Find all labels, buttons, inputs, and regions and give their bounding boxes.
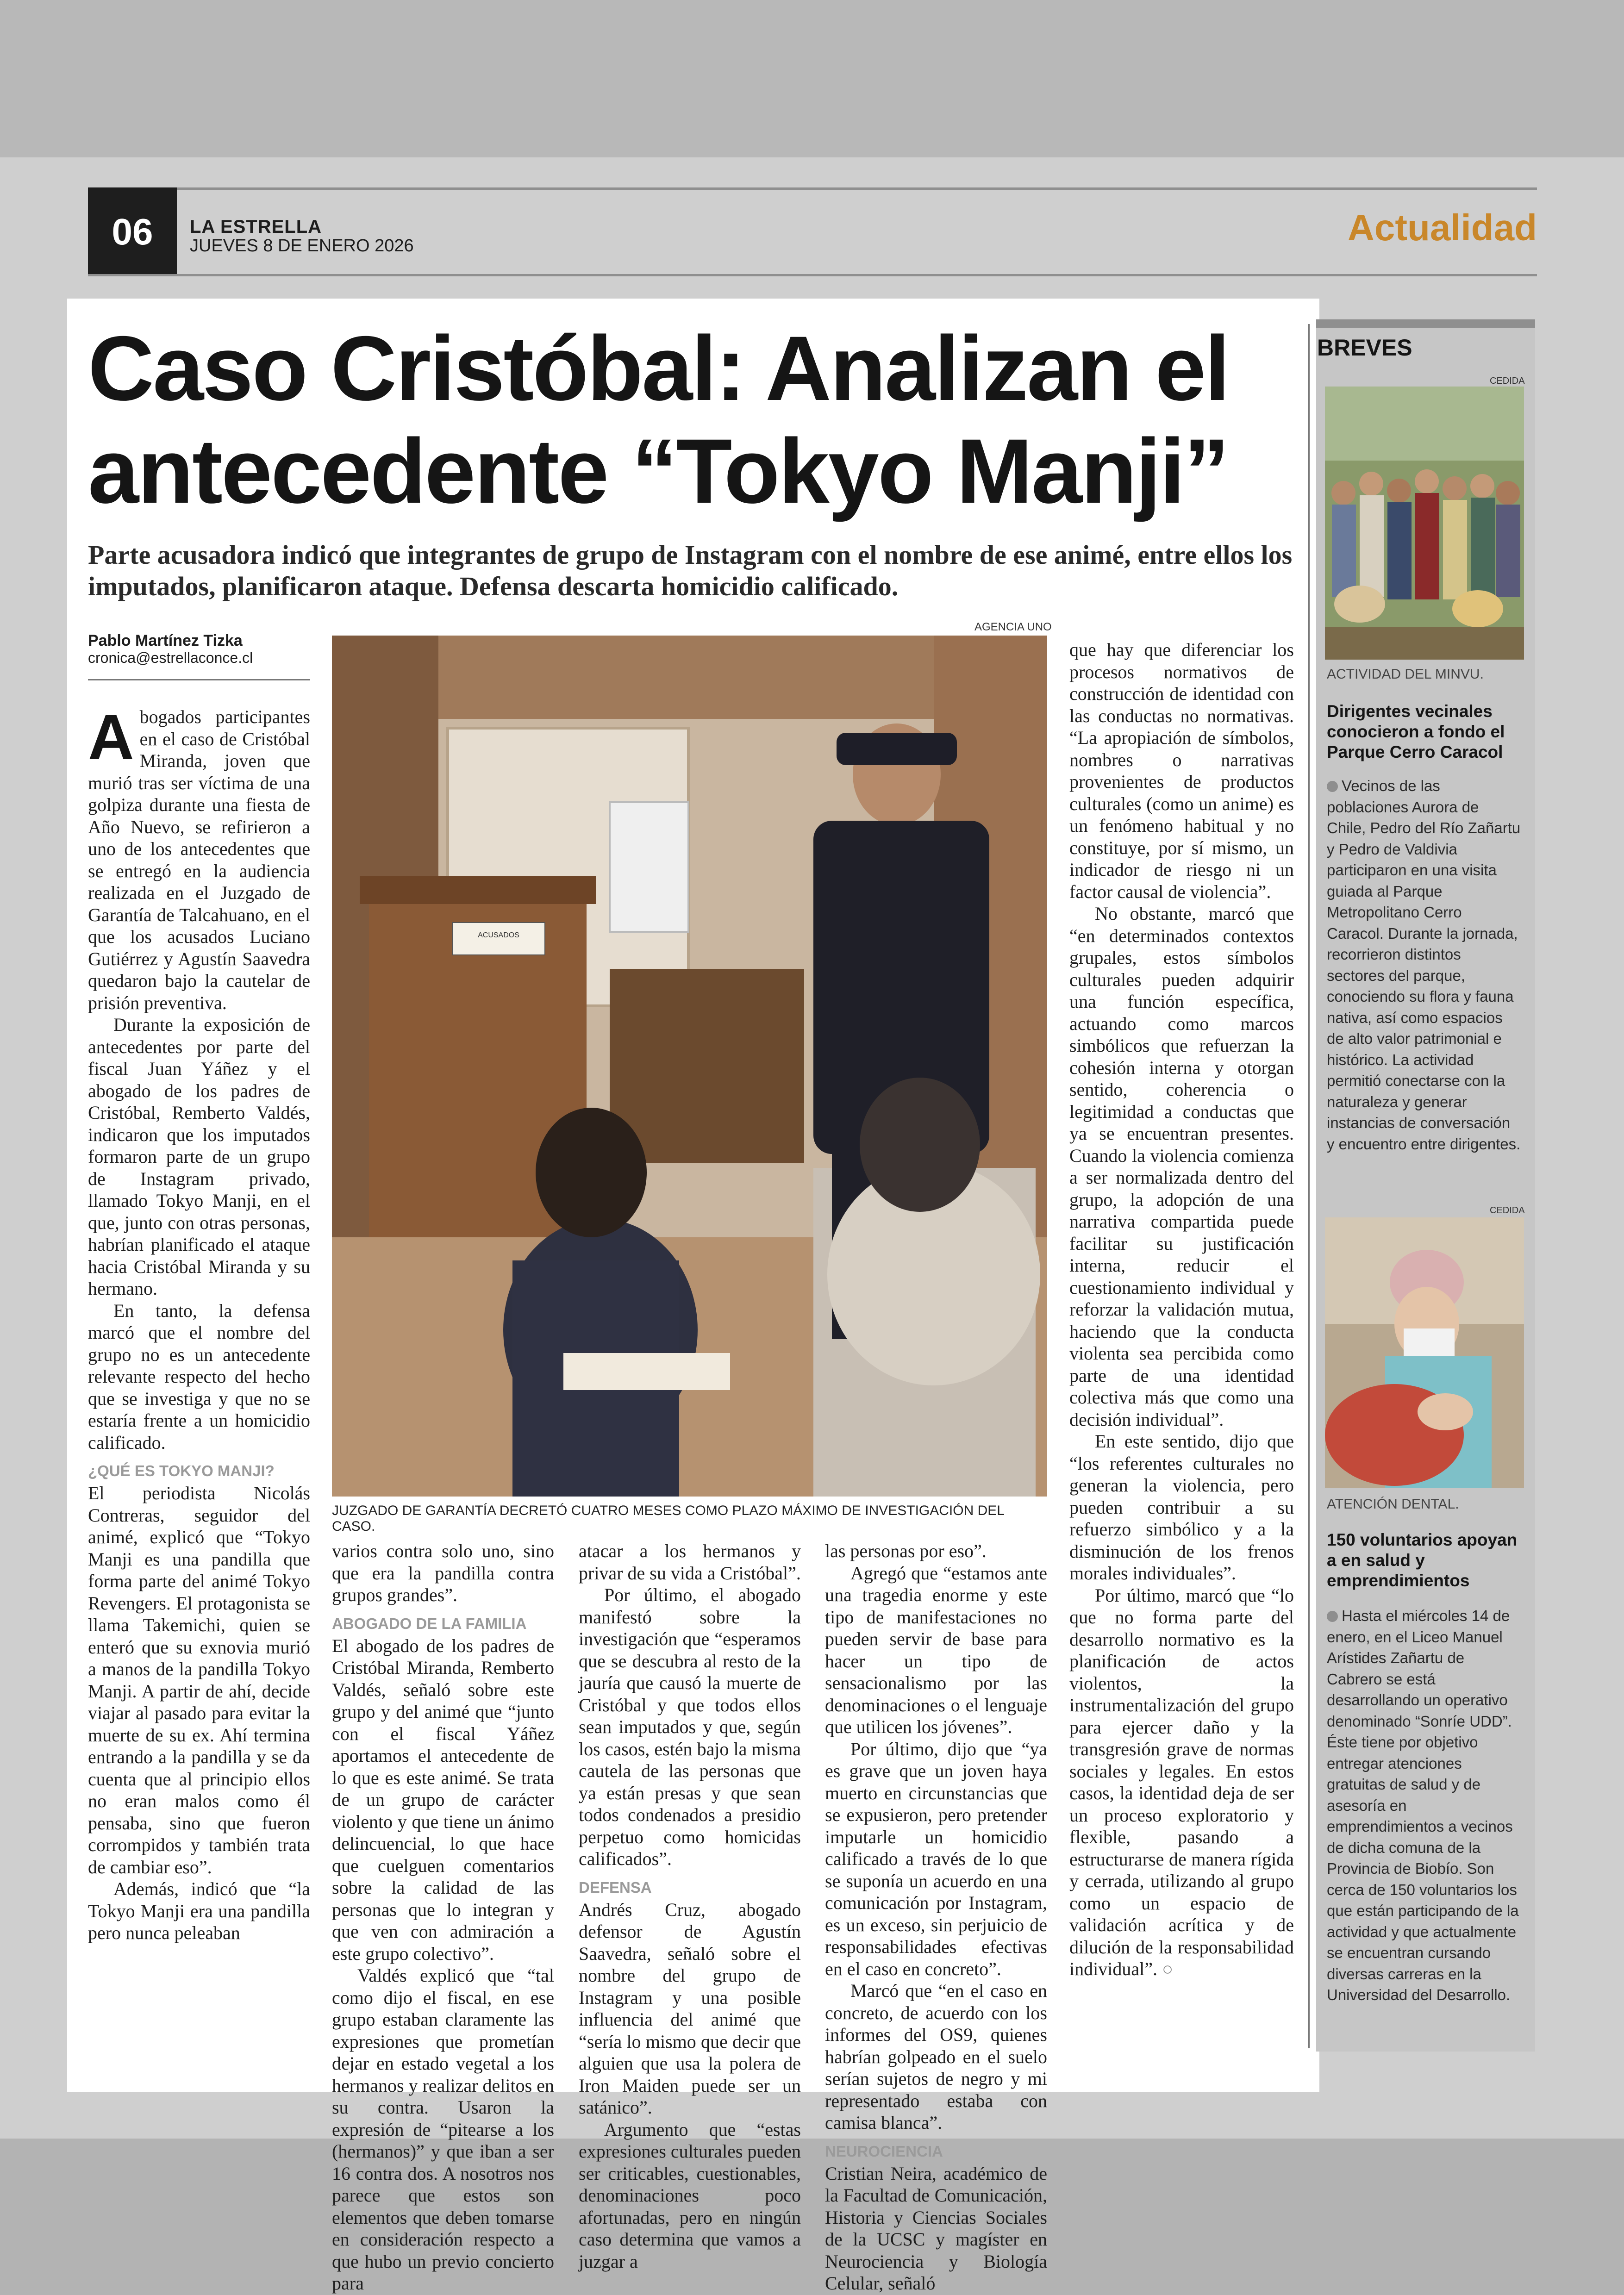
- article-column-1: [88, 702, 310, 1944]
- paragraph: Agregó que “estamos ante una tragedia enorme y este tipo de manifestaciones no pueden servir de base para hacer un tipo de sensacionalismo por las denominaciones o el lenguaje que utilicen los jóvenes”.: [825, 1562, 1047, 1737]
- paragraph: las personas por eso”.: [825, 1540, 987, 1561]
- byline-author: Pablo Martínez Tizka: [88, 632, 243, 649]
- subheading: ¿QUÉ ES TOKYO MANJI?: [88, 1462, 275, 1479]
- paragraph: [88, 702, 310, 1014]
- page-number: 06: [88, 187, 177, 276]
- brief1-body-text: Vecinos de las poblaciones Aurora de Chile, Pedro del Río Zañartu y Pedro de Valdivia participaron en una visita guiada al Parque Metropolitano Cerro Caracol. Durante la jornada, recorrieron distintos sectores del parque, conociendo su flora y fauna nativa, así como espacios de alto valor patrimonial e histórico. La actividad permitió conectarse con la naturaleza y generar instancias de conversación y encuentro entre dirigentes.: [1327, 777, 1521, 1153]
- photo-credit: AGENCIA UNO: [974, 621, 1052, 633]
- briefs-title: BREVES: [1317, 335, 1412, 361]
- paragraph: Andrés Cruz, abogado defensor de Agustín Saavedra, señaló sobre el nombre del grupo de Instagram y una posible influencia del animé que “sería lo mismo que decir que alguien que usa la polera de Iron Maiden puede ser un satánico”.: [579, 1899, 801, 2118]
- paragraph-text: Por último, marcó que “lo que no forma parte del desarrollo normativo es la planificación de actos violentos, la instrumentalización del grupo para ejercer daño y la transgresión grave de normas sociales y legales. En estos casos, la identidad deja de ser un proceso exploratorio y flexible, pasando a estructurarse de manera rígida y cerrada, utilizando al grupo como un espacio de validación acrítica y de dilución de la responsabilidad individual”.: [1069, 1584, 1294, 1979]
- paragraph: varios contra solo uno, sino que era la pandilla contra grupos grandes”.: [332, 1540, 554, 1605]
- brief2-photo: [1325, 1217, 1524, 1488]
- brief2-photo-credit: CEDIDA: [1490, 1205, 1525, 1216]
- group-photo-illustration: [1325, 387, 1524, 660]
- paragraph-text: bogados participantes en el caso de Cristóbal Miranda, joven que murió tras ser víctima de una golpiza durante una fiesta de Año Nuevo, se refirieron a uno de los antecedentes que se entregó en la audiencia realizada en el Juzgado de Garantía de Talcahuano, en el que los acusados Luciano Gutiérrez y Agustín Saavedra quedaron bajo la cautelar de prisión preventiva.: [88, 706, 310, 1013]
- brief2-kicker: ATENCIÓN DENTAL.: [1327, 1497, 1459, 1512]
- article-column-4: [825, 1540, 1047, 2295]
- paragraph: Por último, dijo que “ya es grave que un joven haya muerto en circunstancias que se expusieron, pero pretender imputarle un homicidio calificado a través de lo que se suponía un acuerdo en una comunicación por Instagram, es un exceso, sin perjuicio de responsabilidades efectivas en el caso en concreto”.: [825, 1738, 1047, 1979]
- paragraph: Además, indicó que “la Tokyo Manji era una pandilla pero nunca peleaban: [88, 1878, 310, 1943]
- paragraph: Durante la exposición de antecedentes por parte del fiscal Juan Yáñez y el abogado de los padres de Cristóbal, Remberto Valdés, indicaron que los imputados formaron parte de un grupo de Instagram privado, llamado Tokyo Manji, en el que, junto con otras personas, habrían planificado el ataque hacia Cristóbal Miranda y su hermano.: [88, 1014, 310, 1299]
- paragraph: Cristian Neira, académico de la Facultad de Comunicación, Historia y Ciencias Sociales de la UCSC y magíster en Neurociencia y Biología Celular, señaló: [825, 2163, 1047, 2294]
- briefs-divider: [1308, 324, 1310, 2048]
- paragraph: En este sentido, dijo que “los referentes culturales no generan la violencia, pero pueden contribuir a su refuerzo simbólico y a la disminución de los frenos morales individuales”.: [1069, 1431, 1294, 1584]
- dropcap: A: [88, 702, 134, 773]
- paragraph: [1069, 1584, 1294, 1980]
- brief2-title: 150 voluntarios apoyan a en salud y emprendimientos: [1327, 1530, 1518, 1590]
- bench-sign-text: ACUSADOS: [478, 931, 519, 939]
- brief1-photo: [1325, 387, 1524, 660]
- bullet-dot-icon: [1327, 1611, 1338, 1622]
- subheading: ABOGADO DE LA FAMILIA: [332, 1615, 527, 1632]
- paragraph: El periodista Nicolás Contreras, seguidor del animé, explicó que “Tokyo Manji es una pandilla que forma parte del animé Tokyo Revengers. El protagonista se llama Takemichi, quien se enteró que su exnovia murió a manos de la pandilla Tokyo Manji. A partir de ahí, decide viajar al pasado para evitar la muerte de su ex. Ahí termina entrando a la pandilla y se da cuenta que al principio ellos no eran malos como él pensaba, sino que fueron corrompidos y también trata de cambiar eso”.: [88, 1483, 310, 1877]
- brief2-body: [1327, 1605, 1521, 2006]
- paragraph: que hay que diferenciar los procesos normativos de construcción de identidad con las conductas no normativas. “La apropiación de símbolos, nombres o narrativas provenientes de productos culturales (como un anime) es un fenómeno habitual y no constituye, por sí mismo, un indicador de riesgo ni un factor causal de violencia”.: [1069, 639, 1294, 902]
- bullet-dot-icon: [1327, 781, 1338, 792]
- subheading: DEFENSA: [579, 1878, 652, 1896]
- end-mark-icon: ○: [1162, 1958, 1174, 1979]
- publication-name: LA ESTRELLA: [190, 217, 322, 237]
- main-article: [67, 299, 1319, 2294]
- paragraph: No obstante, marcó que “en determinados contextos grupales, estos símbolos culturales pueden adquirir una función específica, actuando como marcos simbólicos que refuerzan la cohesión interna y otorgan sentido, coherencia o legitimidad a conductas que ya se encuentran presentes. Cuando la violencia comienza a ser normalizada dentro del grupo, la adopción de una narrativa compartida puede facilitar su justificación interna, reducir el cuestionamiento individual y reforzar la validación mutua, haciendo que la conducta violenta sea percibida como parte de una identidad colectiva más que como una decisión individual”.: [1069, 903, 1294, 1430]
- paragraph: En tanto, la defensa marcó que el nombre del grupo no es un antecedente relevante respecto del hecho que se investiga y que no se estaría frente a un homicidio calificado.: [88, 1300, 310, 1453]
- headline: Caso Cristóbal: Analizan el antecedente “Tokyo Manji”: [88, 317, 1229, 522]
- article-column-3: [579, 1540, 801, 2272]
- article-column-5: [1069, 639, 1294, 1980]
- brief1-photo-credit: CEDIDA: [1490, 376, 1525, 386]
- paragraph: Por último, el abogado manifestó sobre la investigación que “esperamos que se descubra al resto de la jauría que causó la muerte de Cristóbal y que todos ellos sean imputados y que, según los casos, estén bajo la misma cautela de las personas que ya están presas y que sean todos condenados a presidio perpetuo como homicidas calificados”.: [579, 1584, 801, 1869]
- brief1-title: Dirigentes vecinales conocieron a fondo el Parque Cerro Caracol: [1327, 702, 1505, 761]
- paragraph: Marcó que “en el caso en concreto, de acuerdo con los informes del OS9, quienes habrían golpeado en el suelo serían sujetos de negro y mi representado estaba con camisa blanca”.: [825, 1980, 1047, 2133]
- subheading: NEUROCIENCIA: [825, 2142, 943, 2160]
- briefs-top-rule: [1316, 319, 1535, 328]
- paragraph: Argumento que “estas expresiones culturales pueden ser criticables, cuestionables, denominaciones poco afortunadas, pero en ningún caso determina que vamos a juzgar a: [579, 2119, 801, 2272]
- article-deck: Parte acusadora indicó que integrantes de grupo de Instagram con el nombre de ese animé, entre ellos los imputados, planificaron ataque. Defensa descarta homicidio calificado.: [88, 540, 1293, 601]
- paragraph: Valdés explicó que “tal como dijo el fiscal, en ese grupo estaban claramente las expresiones que prometían dejar en estado vegetal a los hermanos y realizar delitos en su contra. Usaron la expresión de “pitearse a los (hermanos)” y que iban a ser 16 contra dos. A nosotros nos parece que estos son elementos que deben tomarse en consideración respecto a que hubo un previo concierto para: [332, 1965, 554, 2294]
- courtroom-illustration: [332, 636, 1047, 1497]
- section-label: Actualidad: [1348, 207, 1537, 248]
- header-bottom-rule: [88, 274, 1537, 276]
- paragraph: atacar a los hermanos y privar de su vida a Cristóbal”.: [579, 1540, 801, 1584]
- header-top-rule: [88, 187, 1537, 190]
- dental-photo-illustration: [1325, 1217, 1524, 1488]
- publication-date: JUEVES 8 DE ENERO 2026: [190, 236, 414, 256]
- brief1-body: [1327, 775, 1521, 1154]
- paragraph: El abogado de los padres de Cristóbal Miranda, Remberto Valdés, señaló sobre este grupo y del animé que “junto con el fiscal Yáñez aportamos el antecedente de lo que es este animé. Se trata de un grupo de carácter violento y que tiene un ánimo delincuencial, lo que hace que cuelguen comentarios sobre la calidad de las personas que lo integran y que ven con admiración a este grupo colectivo”.: [332, 1635, 554, 1964]
- bottom-band: [0, 2139, 1624, 2295]
- brief1-kicker: ACTIVIDAD DEL MINVU.: [1327, 667, 1484, 682]
- courtroom-photo: [332, 636, 1047, 1497]
- photo-caption: JUZGADO DE GARANTÍA DECRETÓ CUATRO MESES COMO PLAZO MÁXIMO DE INVESTIGACIÓN DEL CASO.: [332, 1503, 1004, 1534]
- byline-divider: [88, 679, 310, 680]
- article-column-2: [332, 1540, 554, 2295]
- byline-email: cronica@estrellaconce.cl: [88, 649, 253, 666]
- brief2-body-text: Hasta el miércoles 14 de enero, en el Liceo Manuel Arístides Zañartu de Cabrero se está desarrollando un operativo denominado “Sonríe UDD”. Éste tiene por objetivo entregar atenciones gratuitas de salud y de asesoría en emprendimientos a vecinos de dicha comuna de la Provincia de Biobío. Son cerca de 150 voluntarios los que están participando de la actividad y que actualmente se encuentran cursando diversas carreras en la Universidad del Desarrollo.: [1327, 1607, 1519, 2003]
